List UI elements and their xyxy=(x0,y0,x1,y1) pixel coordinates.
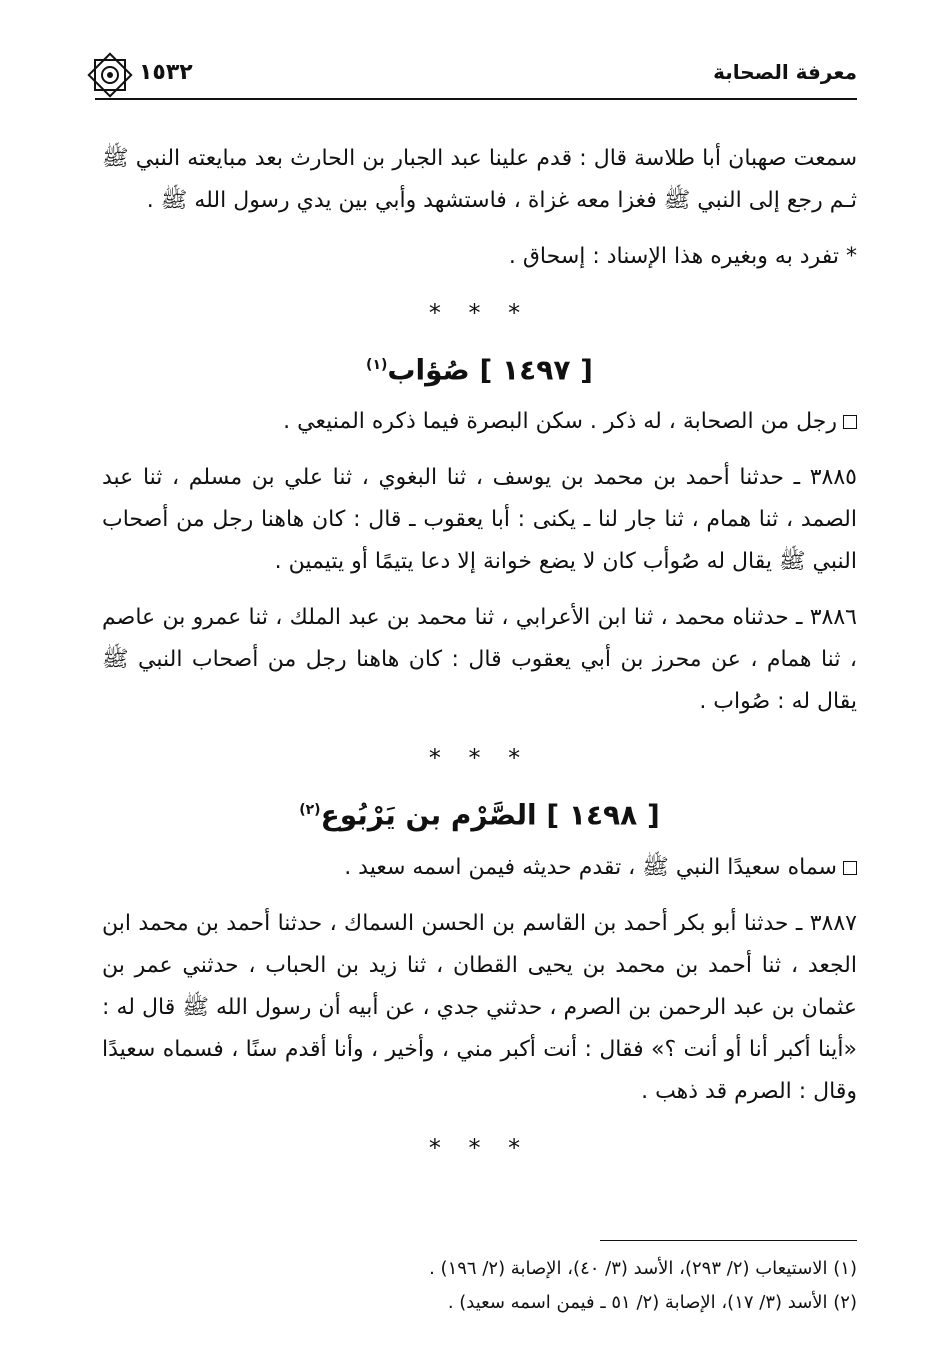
octagram-ornament-icon xyxy=(85,50,135,100)
paragraph: سمعت صهبان أبا طلاسة قال : قدم علينا عبد الجبار بن الحارث بعد مبايعته النبي ﷺ ثـم رجع إلى النبي ﷺ فغزا معه غزاة ، فاستشهد وأبي بين يدي رسول الله ﷺ . xyxy=(102,146,857,213)
hadith-paragraph: ٣٨٨٥ ـ حدثنا أحمد بن محمد بن يوسف ، ثنا البغوي ، ثنا علي بن مسلم ، ثنا عبد الصمد ، ثنا همام ، ثنا جار لنا ـ يكنى : أبا يعقوب ـ قال : كان هاهنا رجل من أصحاب النبي ﷺ يقال له صُوأب كان لا يضع خوانة إلا دعا يتيمًا أو يتيمين . xyxy=(102,465,857,575)
running-title: معرفة الصحابة xyxy=(713,60,857,84)
main-text xyxy=(102,138,857,1179)
entry-number: [ ١٤٩٧ ] xyxy=(479,353,593,387)
section-separator: * * * xyxy=(428,299,531,327)
remark-paragraph: * تفرد به وبغيره هذا الإسناد : إسحاق . xyxy=(508,244,857,269)
entry-name: الصَّرْم بن يَرْبُوع xyxy=(320,798,537,832)
entry-title xyxy=(102,344,857,391)
section-separator: * * * xyxy=(428,1133,531,1162)
footnote-rule xyxy=(600,1240,857,1241)
square-bullet-icon xyxy=(843,415,857,429)
entry-number: [ ١٤٩٨ ] xyxy=(546,798,660,832)
footnote-ref: (١) xyxy=(366,357,388,373)
footnote-ref: (٢) xyxy=(299,802,321,819)
entry-intro-text: رجل من الصحابة ، له ذكر . سكن البصرة فيما ذكره المنيعي . xyxy=(283,409,837,435)
hadith-paragraph: ٣٨٨٦ ـ حدثناه محمد ، ثنا ابن الأعرابي ، ثنا محمد بن عبد الملك ، ثنا عمرو بن عاصم ، ثنا همام ، عن محرز بن أبي يعقوب قال : كان هاهنا رجل من أصحاب النبي ﷺ يقال له : صُواب . xyxy=(102,605,857,715)
hadith-paragraph: ٣٨٨٧ ـ حدثنا أبو بكر أحمد بن القاسم بن الحسن السماك ، حدثنا أحمد بن محمد ابن الجعد ، ثنا أحمد بن محمد بن يحيى القطان ، ثنا زيد بن الحباب ، حدثني عمر بن عثمان بن عبد الرحمن بن الصرم ، حدثني جدي ، عن أبيه أن رسول الله ﷺ قال له : «أينا أكبر أنا أو أنت ؟» فقال : أنت أكبر مني ، وأخير ، وأنا أقدم سنًا ، فسماه سعيدًا وقال : الصرم قد ذهب . xyxy=(102,910,857,1104)
square-bullet-icon xyxy=(843,861,857,875)
entry-intro xyxy=(102,847,857,889)
footnote: (٢) الأسد (٣/ ١٧)، الإصابة (٢/ ٥١ ـ فيمن اسمه سعيد) . xyxy=(447,1292,857,1313)
footnotes xyxy=(102,1252,857,1320)
page-number: ١٥٣٢ xyxy=(139,60,193,85)
page-header xyxy=(95,54,857,100)
entry-name: صُؤاب xyxy=(387,353,470,387)
footnote: (١) الاستيعاب (٢/ ٢٩٣)، الأسد (٣/ ٤٠)، الإصابة (٢/ ١٩٦) . xyxy=(429,1258,857,1279)
section-separator: * * * xyxy=(428,744,531,773)
entry-intro xyxy=(102,401,857,443)
header-rule xyxy=(95,98,857,100)
entry-title xyxy=(102,789,857,836)
entry-intro-text: سماه سعيدًا النبي ﷺ ، تقدم حديثه فيمن اسمه سعيد . xyxy=(344,854,837,880)
